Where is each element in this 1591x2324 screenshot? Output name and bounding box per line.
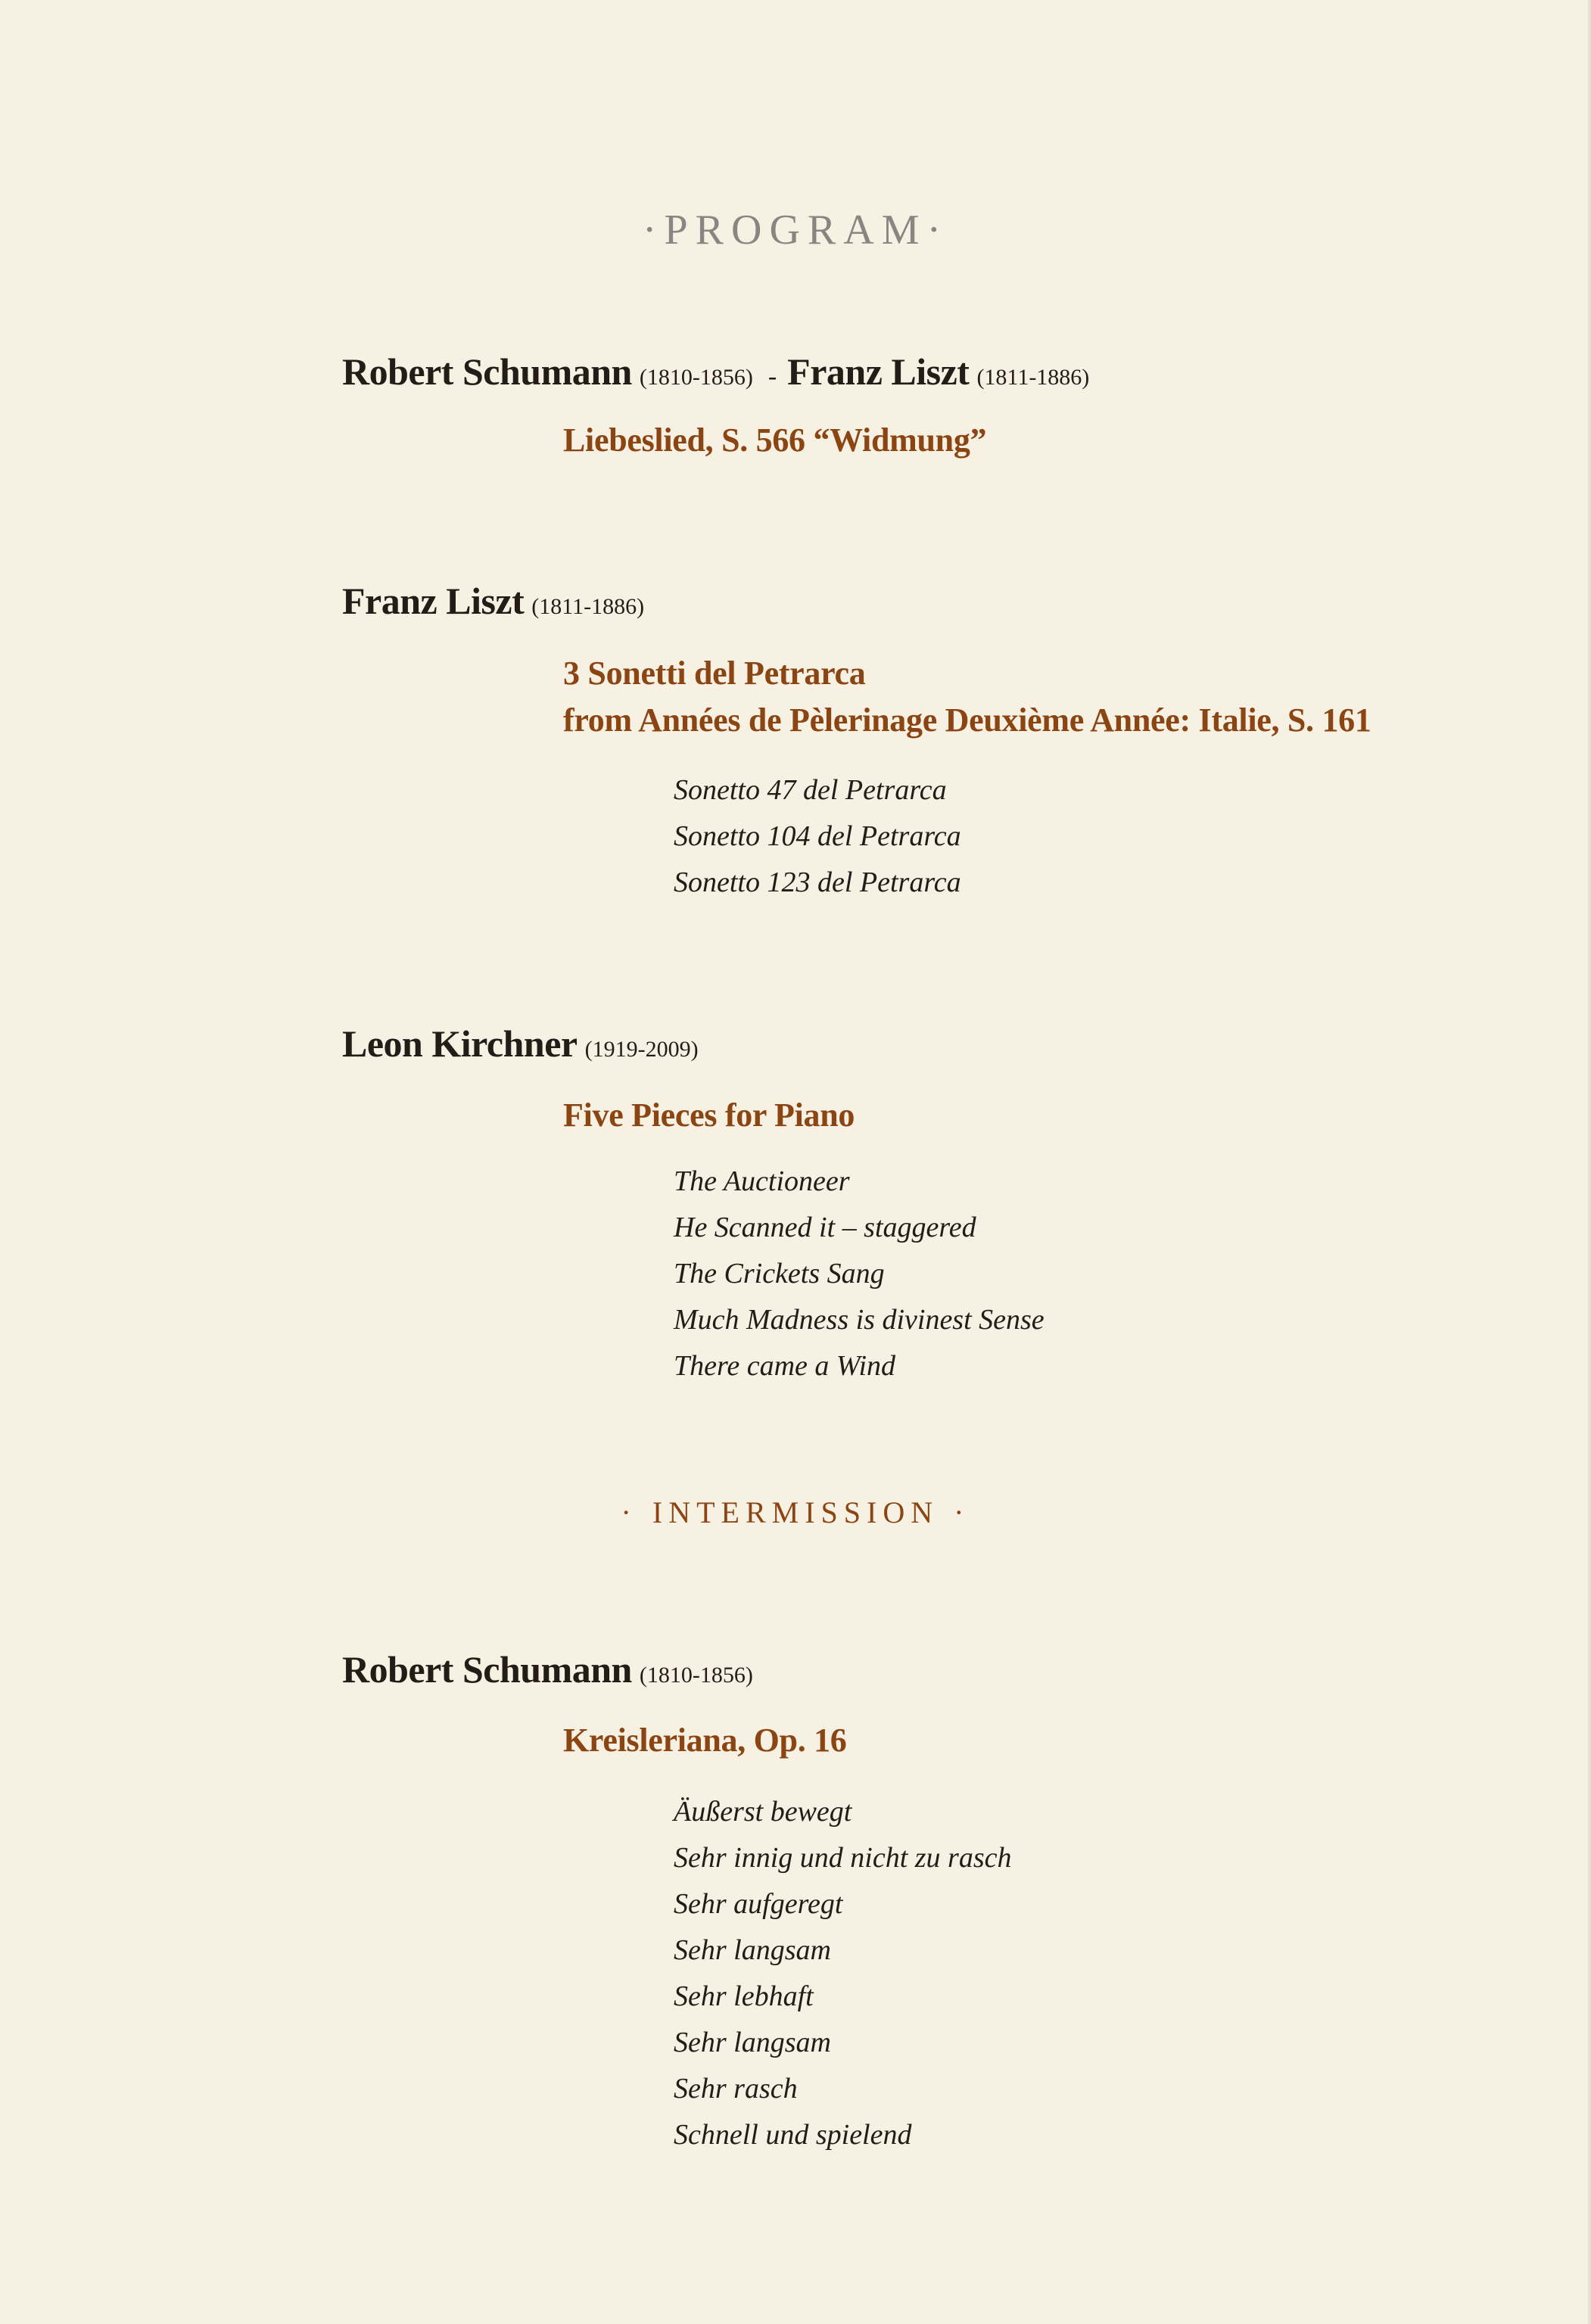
composer-dates: (1811-1886) [531, 594, 645, 619]
heading-dot-left: · [642, 207, 665, 254]
work-subtitle: from Années de Pèlerinage Deuxième Année: Italie, S. 161 [563, 702, 1371, 739]
intermission-dot-left: · [621, 1495, 637, 1529]
movement-item: Sehr rasch [674, 2073, 798, 2105]
movement-item: Schnell und spielend [674, 2119, 912, 2151]
movement-item: Sehr aufgeregt [674, 1888, 843, 1920]
heading-dot-right: · [926, 207, 949, 254]
composer-separator: - [767, 362, 777, 390]
composer-dates: (1810-1856) [639, 365, 753, 390]
movement-list [674, 1789, 1011, 2158]
movement-item: Sonetto 123 del Petrarca [674, 866, 961, 898]
intermission-label: INTERMISSION [652, 1495, 939, 1529]
movement-list [674, 1159, 1045, 1389]
work-title: Kreisleriana, Op. 16 [563, 1722, 847, 1759]
page-edge [1588, 0, 1591, 2324]
movement-item: There came a Wind [674, 1350, 896, 1382]
composer-line [342, 1022, 699, 1066]
program-heading-label: PROGRAM [664, 207, 927, 254]
composer-name: Franz Liszt [342, 580, 525, 622]
composer-name: Robert Schumann [342, 1648, 632, 1691]
composer-name: Franz Liszt [787, 350, 970, 393]
movement-item: The Auctioneer [674, 1165, 850, 1197]
movement-item: The Crickets Sang [674, 1258, 885, 1290]
intermission-heading [0, 1495, 1591, 1530]
movement-item: Sonetto 47 del Petrarca [674, 774, 947, 806]
movement-item: He Scanned it – staggered [674, 1212, 976, 1243]
composer-name: Robert Schumann [342, 350, 632, 393]
composer-dates: (1810-1856) [639, 1663, 753, 1688]
movement-item: Sehr innig und nicht zu rasch [674, 1842, 1012, 1874]
composer-line [342, 350, 1089, 394]
composer-line [342, 1647, 753, 1691]
movement-item: Sonetto 104 del Petrarca [674, 820, 961, 852]
composer-line [342, 579, 644, 623]
movement-list [674, 767, 961, 906]
work-title: Liebeslied, S. 566 “Widmung” [563, 422, 987, 459]
intermission-dot-right: · [954, 1495, 970, 1529]
movement-item: Much Madness is divinest Sense [674, 1304, 1045, 1336]
composer-dates: (1919-2009) [584, 1037, 699, 1062]
work-title: 3 Sonetti del Petrarca [563, 655, 866, 692]
movement-item: Sehr lebhaft [674, 1980, 814, 2012]
composer-dates: (1811-1886) [976, 365, 1090, 390]
movement-item: Sehr langsam [674, 2027, 831, 2058]
movement-item: Sehr langsam [674, 1934, 831, 1966]
movement-item: Äußerst bewegt [674, 1796, 852, 1828]
work-title: Five Pieces for Piano [563, 1097, 855, 1134]
program-heading [0, 206, 1591, 254]
composer-name: Leon Kirchner [342, 1022, 578, 1065]
